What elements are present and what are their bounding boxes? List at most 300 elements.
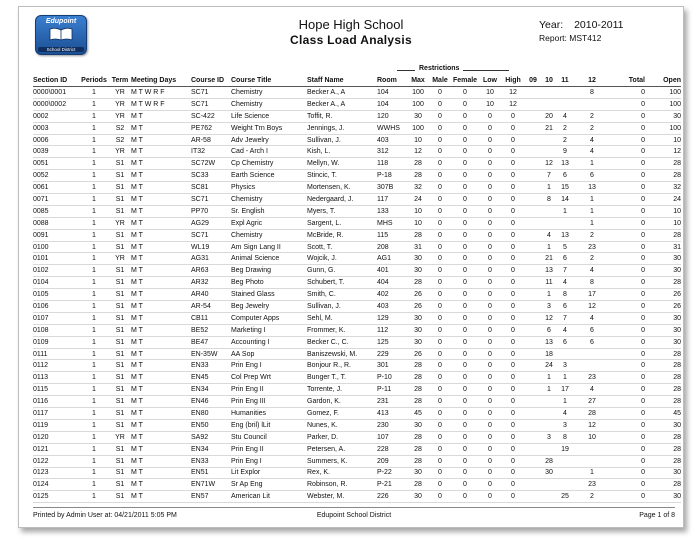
table-cell bbox=[525, 455, 541, 467]
table-cell: 0 bbox=[451, 336, 479, 348]
table-cell: 104 bbox=[377, 98, 407, 110]
table-cell: 413 bbox=[377, 408, 407, 420]
table-cell: Stincic, T. bbox=[307, 170, 377, 182]
table-cell: 0091 bbox=[33, 229, 79, 241]
table-cell: 0 bbox=[479, 194, 501, 206]
table-cell: 0 bbox=[451, 122, 479, 134]
table-row bbox=[33, 253, 681, 265]
table-cell: Robinson, R. bbox=[307, 479, 377, 491]
table-cell bbox=[541, 396, 557, 408]
table-cell: SC71 bbox=[191, 194, 231, 206]
table-cell: Computer Apps bbox=[231, 312, 307, 324]
table-cell: 0106 bbox=[33, 301, 79, 313]
table-cell: M T bbox=[131, 277, 191, 289]
report-value: MST412 bbox=[569, 33, 602, 43]
report-label: Report: bbox=[539, 33, 567, 43]
table-cell: 0 bbox=[479, 122, 501, 134]
table-row bbox=[33, 87, 681, 99]
table-cell: 28 bbox=[407, 384, 429, 396]
table-cell: 28 bbox=[645, 170, 681, 182]
table-cell: 0 bbox=[501, 241, 525, 253]
table-cell: 0 bbox=[429, 336, 451, 348]
table-cell: 0052 bbox=[33, 170, 79, 182]
table-cell: M T bbox=[131, 205, 191, 217]
table-cell: M T bbox=[131, 360, 191, 372]
year-line bbox=[539, 19, 624, 31]
table-cell: 1 bbox=[79, 324, 109, 336]
table-cell: Cp Chemistry bbox=[231, 158, 307, 170]
table-cell bbox=[525, 396, 541, 408]
table-cell bbox=[573, 443, 611, 455]
table-cell: 13 bbox=[541, 265, 557, 277]
column-header: Male bbox=[429, 75, 451, 87]
table-cell: 0 bbox=[479, 241, 501, 253]
table-row bbox=[33, 396, 681, 408]
table-cell: 0 bbox=[501, 467, 525, 479]
table-cell: 30 bbox=[407, 336, 429, 348]
table-cell: 1 bbox=[541, 372, 557, 384]
table-cell: 12 bbox=[573, 301, 611, 313]
table-cell bbox=[525, 170, 541, 182]
table-cell: M T bbox=[131, 336, 191, 348]
table-cell: P-22 bbox=[377, 467, 407, 479]
table-cell: S1 bbox=[109, 360, 131, 372]
table-cell: S1 bbox=[109, 455, 131, 467]
table-cell: Chemistry bbox=[231, 87, 307, 99]
table-cell: 30 bbox=[407, 324, 429, 336]
table-cell: 0 bbox=[501, 372, 525, 384]
table-cell: 0 bbox=[479, 479, 501, 491]
table-cell: 0 bbox=[501, 217, 525, 229]
table-cell bbox=[525, 217, 541, 229]
table-cell: Becker C., C. bbox=[307, 336, 377, 348]
table-cell: 0 bbox=[451, 205, 479, 217]
table-cell: Expl Agric bbox=[231, 217, 307, 229]
table-cell: 0 bbox=[479, 408, 501, 420]
table-cell: 307B bbox=[377, 182, 407, 194]
table-cell: 27 bbox=[573, 396, 611, 408]
table-cell: AA Sop bbox=[231, 348, 307, 360]
table-cell: 0 bbox=[479, 134, 501, 146]
table-cell bbox=[573, 98, 611, 110]
report-title: Class Load Analysis bbox=[290, 33, 412, 47]
table-cell: SC71 bbox=[191, 229, 231, 241]
table-cell: 28 bbox=[407, 277, 429, 289]
table-cell: 23 bbox=[573, 241, 611, 253]
table-cell: 30 bbox=[645, 491, 681, 503]
table-cell: 0111 bbox=[33, 348, 79, 360]
table-cell: 25 bbox=[557, 491, 573, 503]
table-cell: 12 bbox=[501, 87, 525, 99]
table-cell: 4 bbox=[573, 384, 611, 396]
table-cell: M T bbox=[131, 301, 191, 313]
table-cell: P-11 bbox=[377, 384, 407, 396]
table-cell bbox=[525, 408, 541, 420]
table-cell: 28 bbox=[645, 348, 681, 360]
table-cell: Becker A., A bbox=[307, 87, 377, 99]
table-row bbox=[33, 467, 681, 479]
table-cell bbox=[557, 479, 573, 491]
table-cell: 2 bbox=[573, 253, 611, 265]
table-cell: 0 bbox=[429, 134, 451, 146]
table-cell: Bonjour R., R. bbox=[307, 360, 377, 372]
table-cell: 0 bbox=[479, 431, 501, 443]
table-cell: 0 bbox=[429, 98, 451, 110]
table-cell: 0 bbox=[451, 384, 479, 396]
table-cell: 0 bbox=[611, 384, 645, 396]
table-cell: 3 bbox=[541, 431, 557, 443]
table-cell: Adv Jewelry bbox=[231, 134, 307, 146]
table-cell: 23 bbox=[573, 372, 611, 384]
table-cell bbox=[525, 146, 541, 158]
table-cell bbox=[557, 455, 573, 467]
table-cell: 0 bbox=[611, 122, 645, 134]
table-cell: 226 bbox=[377, 491, 407, 503]
table-cell: SC81 bbox=[191, 182, 231, 194]
table-cell: M T W R F bbox=[131, 98, 191, 110]
table-cell: SC71 bbox=[191, 98, 231, 110]
table-cell: 0 bbox=[451, 301, 479, 313]
table-cell: M T bbox=[131, 265, 191, 277]
table-cell: 10 bbox=[479, 98, 501, 110]
table-cell: EN-35W bbox=[191, 348, 231, 360]
table-cell: M T bbox=[131, 324, 191, 336]
table-cell: 26 bbox=[407, 348, 429, 360]
table-cell: 0 bbox=[611, 277, 645, 289]
table-cell: 0 bbox=[429, 408, 451, 420]
table-cell: 6 bbox=[573, 170, 611, 182]
table-cell: S1 bbox=[109, 408, 131, 420]
table-cell: S1 bbox=[109, 384, 131, 396]
table-cell: S1 bbox=[109, 372, 131, 384]
table-cell: 112 bbox=[377, 324, 407, 336]
table-row bbox=[33, 194, 681, 206]
table-cell: 0 bbox=[479, 443, 501, 455]
table-row bbox=[33, 443, 681, 455]
table-cell: 20 bbox=[541, 110, 557, 122]
table-cell: 10 bbox=[407, 205, 429, 217]
table-cell: 0 bbox=[479, 301, 501, 313]
table-cell: 100 bbox=[407, 122, 429, 134]
table-cell: Mortensen, K. bbox=[307, 182, 377, 194]
table-cell: 0 bbox=[611, 241, 645, 253]
table-cell bbox=[525, 384, 541, 396]
table-cell: 230 bbox=[377, 419, 407, 431]
table-cell: M T bbox=[131, 312, 191, 324]
table-cell bbox=[525, 491, 541, 503]
table-cell: 0 bbox=[451, 408, 479, 420]
table-cell: 0 bbox=[429, 396, 451, 408]
table-cell: 30 bbox=[645, 265, 681, 277]
table-cell: 0 bbox=[611, 312, 645, 324]
table-cell: 1 bbox=[79, 289, 109, 301]
table-cell: 30 bbox=[645, 312, 681, 324]
table-cell: Prin Eng III bbox=[231, 396, 307, 408]
table-cell: 15 bbox=[557, 182, 573, 194]
table-row bbox=[33, 324, 681, 336]
table-cell: 12 bbox=[501, 98, 525, 110]
table-cell: 0 bbox=[479, 455, 501, 467]
table-cell: 12 bbox=[541, 158, 557, 170]
table-cell: 28 bbox=[407, 158, 429, 170]
table-cell bbox=[525, 348, 541, 360]
report-line bbox=[539, 33, 601, 43]
table-cell: 0 bbox=[501, 419, 525, 431]
table-cell: M T bbox=[131, 419, 191, 431]
table-cell: 21 bbox=[541, 122, 557, 134]
table-cell: 0 bbox=[451, 253, 479, 265]
table-cell bbox=[525, 158, 541, 170]
table-cell: 0120 bbox=[33, 431, 79, 443]
table-row bbox=[33, 384, 681, 396]
table-cell: 0 bbox=[501, 301, 525, 313]
table-cell: Chemistry bbox=[231, 98, 307, 110]
table-cell: Sr Ap Eng bbox=[231, 479, 307, 491]
restrictions-label: Restrictions bbox=[419, 65, 460, 72]
table-cell bbox=[573, 455, 611, 467]
table-cell: Sullivan, J. bbox=[307, 301, 377, 313]
table-cell: 1 bbox=[573, 158, 611, 170]
table-cell: 0 bbox=[429, 158, 451, 170]
table-cell: 0 bbox=[479, 265, 501, 277]
table-cell: S1 bbox=[109, 301, 131, 313]
table-cell: 8 bbox=[573, 277, 611, 289]
table-cell: 0006 bbox=[33, 134, 79, 146]
table-cell: 1 bbox=[79, 98, 109, 110]
table-cell: 30 bbox=[407, 253, 429, 265]
table-cell: P-10 bbox=[377, 372, 407, 384]
table-cell: Sehl, M. bbox=[307, 312, 377, 324]
table-cell: 28 bbox=[407, 170, 429, 182]
table-cell: Kish, L. bbox=[307, 146, 377, 158]
table-cell: 14 bbox=[557, 194, 573, 206]
table-cell: 0 bbox=[479, 491, 501, 503]
table-cell: 32 bbox=[645, 182, 681, 194]
table-cell: 0 bbox=[479, 289, 501, 301]
column-header: Term bbox=[109, 75, 131, 87]
table-cell: EN51 bbox=[191, 467, 231, 479]
table-cell: 1 bbox=[79, 241, 109, 253]
table-cell: 28 bbox=[645, 372, 681, 384]
table-cell: WWHS bbox=[377, 122, 407, 134]
table-cell bbox=[525, 324, 541, 336]
table-cell: 0115 bbox=[33, 384, 79, 396]
table-cell bbox=[541, 134, 557, 146]
table-cell: 1 bbox=[557, 396, 573, 408]
table-cell: 28 bbox=[407, 443, 429, 455]
table-cell bbox=[525, 431, 541, 443]
table-cell: 0 bbox=[451, 443, 479, 455]
table-cell: 0109 bbox=[33, 336, 79, 348]
table-cell bbox=[557, 217, 573, 229]
table-cell: 0 bbox=[501, 122, 525, 134]
table-cell: Rex, K. bbox=[307, 467, 377, 479]
table-cell: 1 bbox=[79, 122, 109, 134]
table-cell: 0 bbox=[451, 479, 479, 491]
table-cell: Prin Eng I bbox=[231, 455, 307, 467]
table-cell: 28 bbox=[645, 277, 681, 289]
table-cell: 1 bbox=[79, 265, 109, 277]
table-cell: 30 bbox=[407, 265, 429, 277]
table-cell: 23 bbox=[573, 479, 611, 491]
table-cell bbox=[541, 479, 557, 491]
table-cell: 0 bbox=[501, 324, 525, 336]
table-cell: AR63 bbox=[191, 265, 231, 277]
table-cell: 0 bbox=[611, 396, 645, 408]
table-cell: 0003 bbox=[33, 122, 79, 134]
table-cell: 2 bbox=[557, 134, 573, 146]
table-cell: 0 bbox=[451, 146, 479, 158]
table-row bbox=[33, 217, 681, 229]
table-cell: 1 bbox=[79, 372, 109, 384]
table-cell: Summers, K. bbox=[307, 455, 377, 467]
table-cell: 4 bbox=[541, 229, 557, 241]
table-cell: Physics bbox=[231, 182, 307, 194]
table-cell: 0 bbox=[451, 87, 479, 99]
table-cell: 0 bbox=[479, 419, 501, 431]
table-cell: 0 bbox=[429, 491, 451, 503]
table-cell: AR40 bbox=[191, 289, 231, 301]
table-cell: 30 bbox=[541, 467, 557, 479]
table-cell: 0002 bbox=[33, 110, 79, 122]
table-cell bbox=[541, 419, 557, 431]
column-header: 12 bbox=[573, 75, 611, 87]
table-cell: 0 bbox=[501, 265, 525, 277]
table-cell: SC33 bbox=[191, 170, 231, 182]
table-cell: 0 bbox=[479, 217, 501, 229]
table-row bbox=[33, 122, 681, 134]
table-cell: 45 bbox=[407, 408, 429, 420]
year-value: 2010-2011 bbox=[574, 19, 624, 31]
table-cell: M T bbox=[131, 396, 191, 408]
table-cell: 13 bbox=[573, 182, 611, 194]
column-header: 09 bbox=[525, 75, 541, 87]
table-cell: Schubert, T. bbox=[307, 277, 377, 289]
table-row bbox=[33, 170, 681, 182]
table-cell: 31 bbox=[407, 241, 429, 253]
table-cell: 0 bbox=[451, 467, 479, 479]
table-cell: 0 bbox=[429, 419, 451, 431]
table-cell: Mellyn, W. bbox=[307, 158, 377, 170]
table-cell bbox=[573, 360, 611, 372]
table-cell bbox=[525, 289, 541, 301]
table-cell: 0100 bbox=[33, 241, 79, 253]
table-cell bbox=[525, 467, 541, 479]
table-cell: M T bbox=[131, 253, 191, 265]
table-cell: 0 bbox=[429, 384, 451, 396]
table-cell: 229 bbox=[377, 348, 407, 360]
table-cell bbox=[525, 443, 541, 455]
report-page bbox=[18, 6, 684, 528]
table-cell: Parker, D. bbox=[307, 431, 377, 443]
table-cell: 30 bbox=[407, 491, 429, 503]
table-cell: 7 bbox=[557, 312, 573, 324]
table-cell: 3 bbox=[557, 419, 573, 431]
table-cell: S2 bbox=[109, 122, 131, 134]
table-cell: 0 bbox=[611, 348, 645, 360]
table-cell: 403 bbox=[377, 134, 407, 146]
table-cell: 1 bbox=[79, 134, 109, 146]
table-cell bbox=[525, 122, 541, 134]
table-row bbox=[33, 158, 681, 170]
table-cell: M T bbox=[131, 170, 191, 182]
table-cell: 0051 bbox=[33, 158, 79, 170]
table-cell: M T bbox=[131, 431, 191, 443]
table-cell: AG29 bbox=[191, 217, 231, 229]
table-cell: 401 bbox=[377, 265, 407, 277]
table-cell: 4 bbox=[557, 277, 573, 289]
table-cell: 0 bbox=[451, 158, 479, 170]
table-cell: 0123 bbox=[33, 467, 79, 479]
table-cell: 0 bbox=[611, 467, 645, 479]
table-cell: 26 bbox=[645, 301, 681, 313]
table-cell: 8 bbox=[573, 87, 611, 99]
table-cell: 0 bbox=[429, 217, 451, 229]
table-cell: SC-422 bbox=[191, 110, 231, 122]
table-cell: 2 bbox=[557, 122, 573, 134]
table-cell: 100 bbox=[407, 87, 429, 99]
table-cell: 0 bbox=[451, 396, 479, 408]
table-cell: 26 bbox=[407, 301, 429, 313]
table-cell: 0 bbox=[451, 182, 479, 194]
column-header: 10 bbox=[541, 75, 557, 87]
table-cell: 0 bbox=[501, 205, 525, 217]
table-cell: S1 bbox=[109, 324, 131, 336]
table-cell: 1 bbox=[573, 467, 611, 479]
table-cell: 2 bbox=[573, 122, 611, 134]
table-cell: 1 bbox=[573, 217, 611, 229]
table-cell: Marketing I bbox=[231, 324, 307, 336]
table-cell: 100 bbox=[645, 98, 681, 110]
table-cell: MHS bbox=[377, 217, 407, 229]
table-cell bbox=[525, 194, 541, 206]
table-cell: 0 bbox=[501, 491, 525, 503]
table-cell bbox=[573, 348, 611, 360]
table-cell: 30 bbox=[645, 467, 681, 479]
table-cell bbox=[557, 348, 573, 360]
table-cell: 125 bbox=[377, 336, 407, 348]
table-cell: 0124 bbox=[33, 479, 79, 491]
restrictions-rule-right bbox=[463, 70, 509, 71]
table-cell: 1 bbox=[79, 170, 109, 182]
table-cell: S1 bbox=[109, 443, 131, 455]
table-row bbox=[33, 479, 681, 491]
table-cell: 0 bbox=[611, 217, 645, 229]
table-cell: Scott, T. bbox=[307, 241, 377, 253]
table-cell: 0 bbox=[611, 301, 645, 313]
table-cell: 24 bbox=[407, 194, 429, 206]
table-cell: 8 bbox=[541, 194, 557, 206]
table-cell: S1 bbox=[109, 229, 131, 241]
table-cell: 1 bbox=[79, 443, 109, 455]
table-cell: 28 bbox=[645, 360, 681, 372]
table-cell: 0 bbox=[501, 312, 525, 324]
table-cell: 0 bbox=[611, 87, 645, 99]
table-cell: 0 bbox=[501, 134, 525, 146]
table-cell: 28 bbox=[645, 455, 681, 467]
table-cell: 12 bbox=[407, 146, 429, 158]
column-header: Course Title bbox=[231, 75, 307, 87]
table-cell: M T bbox=[131, 134, 191, 146]
column-header: 11 bbox=[557, 75, 573, 87]
table-row bbox=[33, 182, 681, 194]
table-cell: M T bbox=[131, 491, 191, 503]
table-cell: 1 bbox=[79, 348, 109, 360]
table-cell bbox=[541, 443, 557, 455]
table-cell: 0112 bbox=[33, 360, 79, 372]
table-cell: Prin Eng II bbox=[231, 443, 307, 455]
table-cell: EN57 bbox=[191, 491, 231, 503]
